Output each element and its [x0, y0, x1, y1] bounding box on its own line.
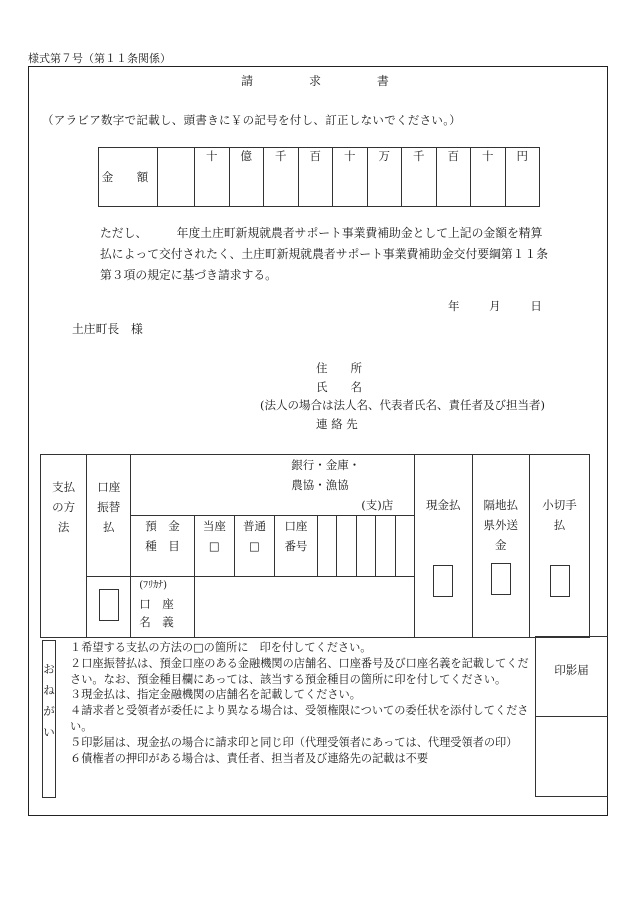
cash-checkbox[interactable]	[433, 565, 453, 597]
amount-digit-cell[interactable]: 百	[298, 148, 333, 207]
account-digit-cell[interactable]	[356, 516, 375, 577]
note-item: ３現金払は、指定金融機関の店舗名を記載してください。	[70, 688, 361, 702]
cash-payment-cell[interactable]: 現金払	[414, 455, 472, 638]
amount-table	[98, 147, 540, 207]
seal-box-divider	[535, 716, 608, 717]
amount-blank-cell[interactable]	[158, 148, 195, 207]
name-label: 氏 名	[316, 380, 362, 394]
addressee: 土庄町長 様	[72, 322, 143, 336]
seal-registration-label: 印影届	[554, 663, 589, 677]
note-item: ２口座振替払は、預金口座のある金融機関の店舗名、口座番号及び口座名義を記載してください。なお、預金種目欄にあっては、該当する預金種目の箇所に印を付してください。	[70, 656, 529, 686]
remote-checkbox[interactable]	[491, 563, 511, 595]
account-number-label: 口座番号	[275, 516, 318, 577]
amount-digit-cell[interactable]: 万	[367, 148, 402, 207]
check-checkbox[interactable]	[550, 565, 570, 597]
note-item: ５印影届は、現金払の場合に請求印と同じ印（代理受領者にあっては、代理受領者の印）	[70, 735, 518, 749]
account-digit-cell[interactable]	[376, 516, 395, 577]
note-item: １希望する支払の方法の□の箇所に 印を付してください。	[70, 641, 372, 654]
amount-digit-cell[interactable]: 億	[229, 148, 264, 207]
address-label: 住 所	[316, 361, 362, 375]
applicant-block	[316, 359, 362, 397]
transfer-checkbox[interactable]	[99, 589, 119, 621]
corporate-note: (法人の場合は法人名、代表者氏名、責任者及び担当者)	[260, 398, 545, 412]
amount-digit-cell[interactable]: 百	[436, 148, 471, 207]
account-transfer-label: 口座振替払	[87, 455, 131, 577]
amount-digit-cell[interactable]: 千	[264, 148, 299, 207]
account-digit-cell[interactable]	[337, 516, 356, 577]
amount-digit-cell[interactable]: 十	[333, 148, 368, 207]
account-name-field[interactable]	[194, 577, 414, 638]
request-body-text: ただし、 年度土庄町新規就農者サポート事業費補助金として上記の金額を精算払によって交付されたく、土庄町新規就農者サポート事業費補助金交付要綱第１１条第３項の規定に基づき請求する。	[100, 226, 549, 282]
page-title	[0, 72, 630, 89]
notes-side-label: お ね が い	[42, 640, 56, 798]
amount-digit-cell[interactable]: 十	[195, 148, 230, 207]
note-item: ６債権者の押印がある場合は、責任者、担当者及び連絡先の記載は不要	[70, 751, 429, 765]
amount-digit-cell[interactable]: 千	[402, 148, 437, 207]
account-name-label: (ﾌﾘｶﾅ) 口 座名 義	[131, 577, 194, 638]
remote-transfer-cell[interactable]: 隔地払県外送金	[472, 455, 530, 638]
account-digit-cell[interactable]	[317, 516, 336, 577]
title-char: 請	[241, 74, 254, 88]
bank-name-cell[interactable]: 銀行・金庫・ 農協・漁協(支)店	[131, 455, 415, 516]
futsu-checkbox[interactable]: □	[249, 539, 260, 553]
amount-digit-cell[interactable]: 円	[505, 148, 540, 207]
date-line	[448, 298, 568, 314]
amount-label: 金 額	[99, 148, 158, 207]
amount-digit-cell[interactable]: 十	[471, 148, 506, 207]
check-payment-cell[interactable]: 小切手払	[530, 455, 590, 638]
title-char: 書	[376, 74, 389, 88]
notes-list	[70, 640, 530, 766]
title-char: 求	[308, 74, 321, 88]
payment-method-table	[40, 454, 590, 638]
touza-cell[interactable]: 当座 □	[194, 516, 234, 577]
account-digit-cell[interactable]	[395, 516, 414, 577]
deposit-type-label: 預 金種 目	[131, 516, 194, 577]
transfer-checkbox-cell[interactable]	[87, 577, 131, 638]
instruction-text: （アラビア数字で記載し、頭書きに￥の記号を付し、訂正しないでください。）	[42, 113, 462, 127]
note-item: ４請求者と受領者が委任により異なる場合は、受領権限についての委任状を添付してください。	[70, 704, 529, 733]
payment-method-label: 支払の方法	[41, 455, 87, 638]
contact-label: 連 絡 先	[316, 417, 358, 431]
date-day: 日	[530, 299, 542, 313]
futsu-cell[interactable]: 普通 □	[234, 516, 274, 577]
touza-checkbox[interactable]: □	[208, 539, 220, 553]
date-month: 月	[489, 299, 501, 313]
form-number: 様式第７号（第１１条関係）	[28, 52, 171, 65]
date-year: 年	[448, 299, 460, 313]
